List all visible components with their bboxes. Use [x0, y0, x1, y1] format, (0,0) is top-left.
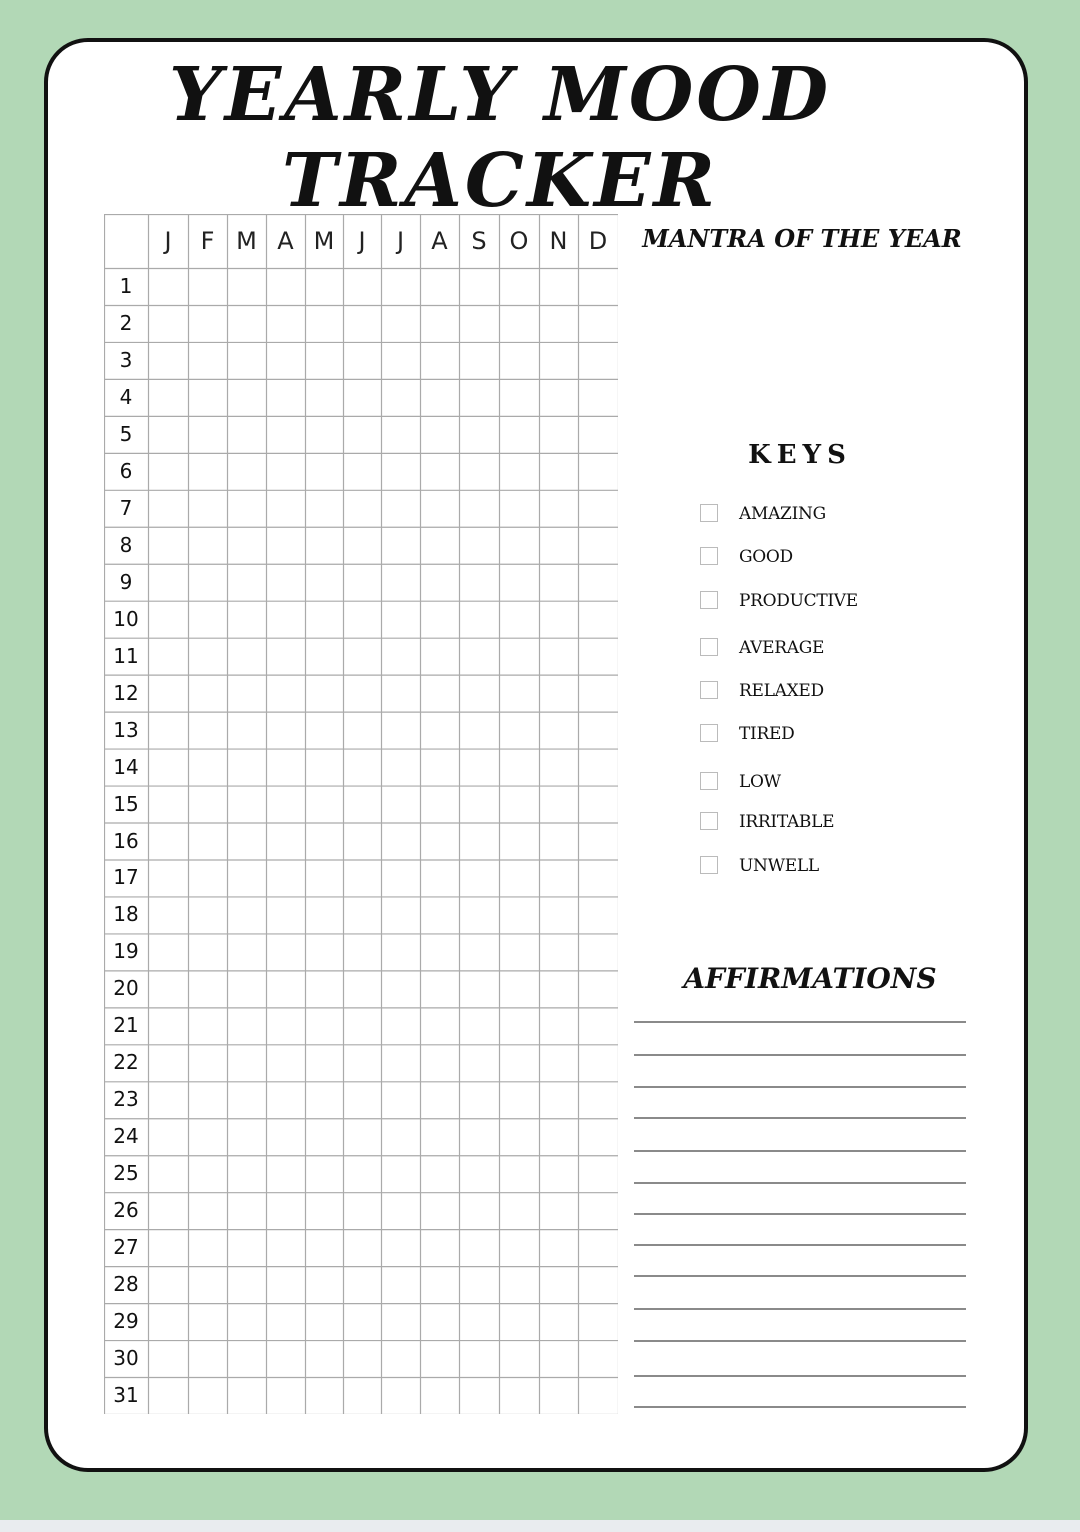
key-checkbox[interactable] — [700, 681, 718, 699]
key-label: TIRED — [739, 724, 795, 744]
key-checkbox[interactable] — [700, 812, 718, 830]
affirmation-line[interactable] — [634, 1213, 966, 1215]
month-header: J — [396, 227, 405, 255]
day-label: 22 — [113, 1050, 139, 1075]
day-label: 21 — [113, 1013, 139, 1038]
month-header: A — [277, 227, 294, 255]
key-checkbox[interactable] — [700, 856, 718, 874]
month-header: A — [431, 227, 448, 255]
day-label: 19 — [113, 939, 139, 964]
day-label: 13 — [113, 717, 139, 742]
day-label: 10 — [113, 606, 139, 631]
day-label: 4 — [119, 384, 133, 409]
day-label: 24 — [113, 1124, 139, 1149]
day-label: 29 — [113, 1309, 139, 1334]
affirmation-line[interactable] — [634, 1244, 966, 1246]
key-label: AVERAGE — [739, 638, 825, 658]
month-header: J — [164, 227, 172, 255]
key-label: PRODUCTIVE — [739, 591, 858, 611]
month-header: D — [588, 227, 608, 255]
affirmation-line[interactable] — [634, 1117, 966, 1119]
affirmation-line[interactable] — [634, 1308, 966, 1310]
bottom-strip — [0, 1520, 1080, 1532]
month-header: F — [200, 227, 215, 255]
day-label: 11 — [113, 643, 139, 668]
day-label: 31 — [113, 1383, 139, 1408]
day-label: 9 — [119, 569, 133, 594]
affirmation-line[interactable] — [634, 1375, 966, 1377]
day-label: 1 — [119, 274, 133, 298]
day-label: 8 — [119, 532, 133, 557]
keys-heading: KEYS — [748, 440, 852, 470]
affirmations-heading: AFFIRMATIONS — [683, 962, 937, 995]
month-header: J — [358, 227, 366, 255]
affirmation-line[interactable] — [634, 1182, 966, 1184]
day-label: 20 — [113, 976, 139, 1001]
day-label: 3 — [119, 347, 133, 372]
key-label: GOOD — [739, 547, 793, 567]
month-header: M — [313, 227, 335, 255]
day-label: 23 — [113, 1087, 139, 1112]
day-label: 6 — [119, 458, 133, 483]
affirmation-line[interactable] — [634, 1275, 966, 1277]
affirmation-line[interactable] — [634, 1021, 966, 1023]
day-label: 27 — [113, 1235, 139, 1260]
day-label: 14 — [113, 754, 139, 779]
key-checkbox[interactable] — [700, 638, 718, 656]
day-label: 25 — [113, 1161, 139, 1186]
key-label: LOW — [739, 772, 781, 792]
key-checkbox[interactable] — [700, 772, 718, 790]
affirmation-line[interactable] — [634, 1340, 966, 1342]
affirmation-line[interactable] — [634, 1054, 966, 1056]
key-label: RELAXED — [739, 681, 824, 701]
affirmation-line[interactable] — [634, 1086, 966, 1088]
page-title: YEARLY MOOD TRACKER — [168, 52, 832, 224]
month-header: S — [471, 227, 487, 255]
key-checkbox[interactable] — [700, 724, 718, 742]
key-checkbox[interactable] — [700, 547, 718, 565]
mood-grid — [104, 214, 618, 1414]
day-label: 5 — [119, 421, 133, 446]
month-header: O — [509, 227, 529, 255]
key-checkbox[interactable] — [700, 504, 718, 522]
key-checkbox[interactable] — [700, 591, 718, 609]
day-label: 15 — [113, 791, 139, 816]
mantra-heading: MANTRA OF THE YEAR — [642, 224, 962, 253]
day-label: 2 — [119, 310, 133, 335]
day-label: 28 — [113, 1272, 139, 1297]
key-label: IRRITABLE — [739, 812, 835, 832]
day-label: 7 — [119, 495, 133, 520]
month-header: N — [549, 227, 568, 255]
key-label: UNWELL — [739, 856, 819, 876]
day-label: 26 — [113, 1198, 139, 1223]
affirmation-line[interactable] — [634, 1150, 966, 1152]
day-label: 16 — [113, 828, 139, 853]
affirmation-line[interactable] — [634, 1406, 966, 1408]
day-label: 17 — [113, 865, 139, 890]
month-header: M — [236, 227, 257, 255]
grid-lines — [104, 214, 618, 1414]
day-label: 18 — [113, 902, 139, 927]
day-label: 12 — [113, 680, 139, 705]
key-label: AMAZING — [739, 504, 826, 524]
day-label: 30 — [113, 1346, 139, 1371]
